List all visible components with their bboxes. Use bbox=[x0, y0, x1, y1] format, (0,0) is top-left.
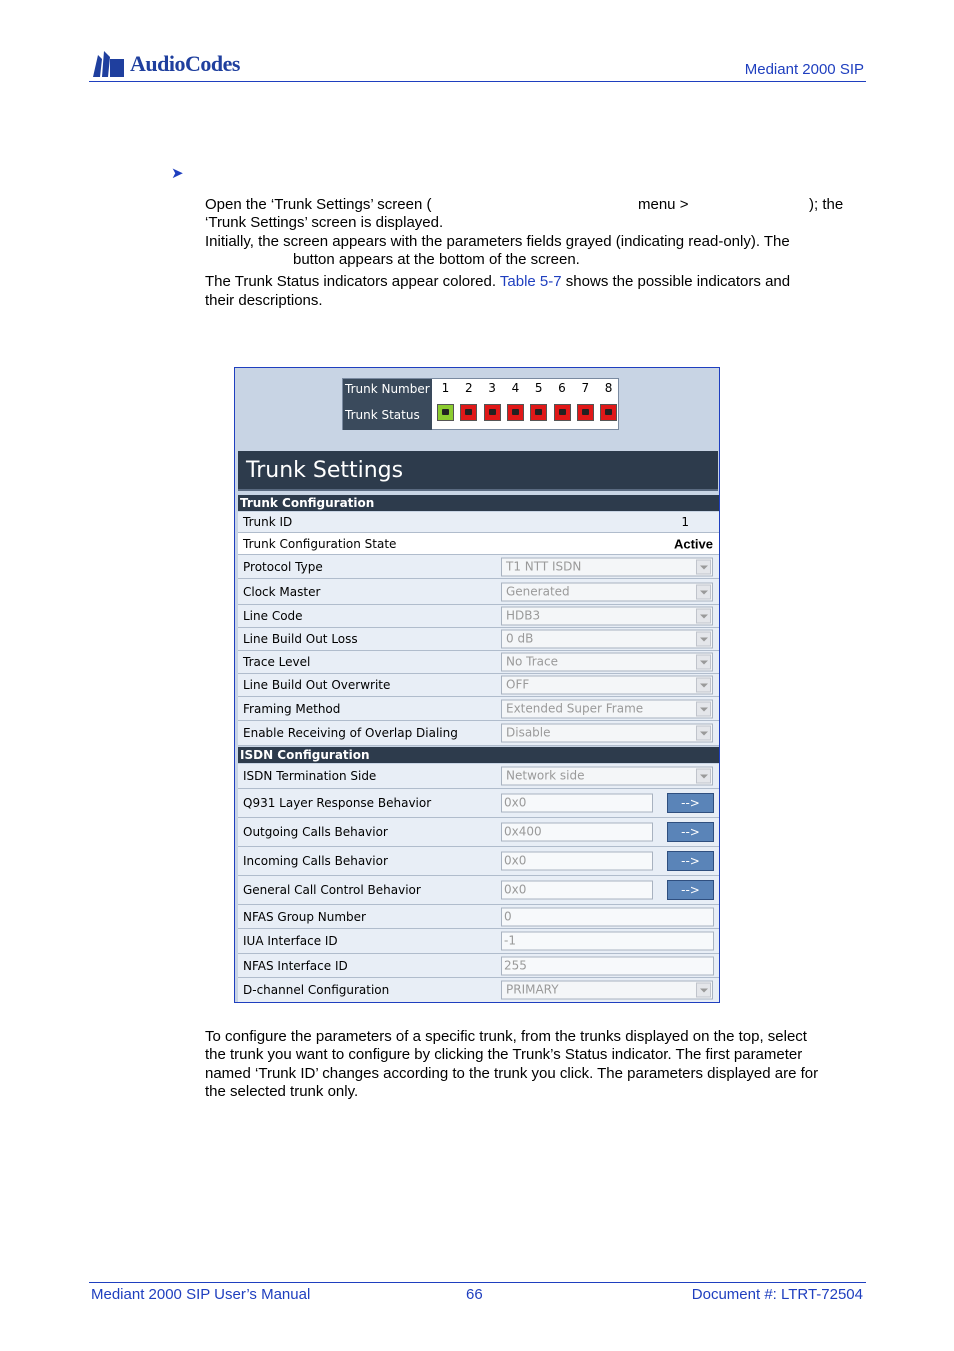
trace-level-select[interactable]: No Trace bbox=[501, 653, 713, 672]
row-nfas-group: NFAS Group Number 0 bbox=[238, 905, 719, 929]
chevron-down-icon bbox=[696, 983, 711, 998]
trunk-number-2: 2 bbox=[464, 381, 473, 395]
chevron-down-icon bbox=[696, 655, 711, 670]
row-isdn-termination-side: ISDN Termination Side Network side bbox=[238, 764, 719, 789]
isdn-termination-side-select[interactable]: Network side bbox=[501, 767, 713, 786]
trunk-status-indicator-2[interactable] bbox=[460, 404, 477, 421]
outgoing-calls-input[interactable]: 0x400 bbox=[501, 823, 653, 842]
bottom-line-4: the selected trunk only. bbox=[205, 1083, 359, 1100]
row-general-call-control: General Call Control Behavior 0x0 --> bbox=[238, 876, 719, 905]
step-line-1: Open the ‘Trunk Settings’ screen ( menu > ); the bbox=[205, 196, 844, 213]
status-line-2: their descriptions. bbox=[205, 292, 323, 309]
row-protocol-type: Protocol Type T1 NTT ISDN bbox=[238, 555, 719, 579]
logo-text: AudioCodes bbox=[130, 51, 240, 76]
bottom-line-1: To configure the parameters of a specific trunk, from the trunks displayed on the top, select bbox=[205, 1028, 807, 1045]
row-line-build-out-overwrite: Line Build Out Overwrite OFF bbox=[238, 674, 719, 697]
isdn-configuration-header: ISDN Configuration bbox=[238, 747, 719, 763]
chevron-down-icon bbox=[696, 584, 711, 599]
step-line-4: button appears at the bottom of the screen. bbox=[293, 251, 580, 268]
audiocodes-logo bbox=[90, 48, 240, 80]
trunk-number-8: 8 bbox=[604, 381, 613, 395]
general-call-control-edit-button[interactable]: --> bbox=[667, 880, 714, 900]
bottom-line-2: the trunk you want to configure by clicking the Trunk’s Status indicator. The first parameter bbox=[205, 1046, 803, 1063]
chevron-down-icon bbox=[696, 769, 711, 784]
logo-icon bbox=[90, 49, 126, 79]
trunk-status-indicator-1[interactable] bbox=[437, 404, 454, 421]
line-build-out-overwrite-select[interactable]: OFF bbox=[501, 676, 713, 695]
incoming-calls-edit-button[interactable]: --> bbox=[667, 851, 714, 871]
clock-master-select[interactable]: Generated bbox=[501, 582, 713, 601]
row-line-code: Line Code HDB3 bbox=[238, 605, 719, 628]
q931-behavior-edit-button[interactable]: --> bbox=[667, 793, 714, 813]
dchannel-select[interactable]: PRIMARY bbox=[501, 981, 713, 1000]
trunk-status-label: Trunk Status bbox=[343, 402, 432, 430]
trunk-status-indicator-7[interactable] bbox=[577, 404, 594, 421]
row-clock-master: Clock Master Generated bbox=[238, 579, 719, 605]
header-product: Mediant 2000 SIP bbox=[744, 61, 864, 78]
nfas-group-input[interactable]: 0 bbox=[501, 907, 714, 926]
trunk-configuration-header: Trunk Configuration bbox=[238, 495, 719, 511]
overlap-dialing-select[interactable]: Disable bbox=[501, 724, 713, 743]
q931-behavior-input[interactable]: 0x0 bbox=[501, 794, 653, 813]
row-framing-method: Framing Method Extended Super Frame bbox=[238, 697, 719, 721]
protocol-type-select[interactable]: T1 NTT ISDN bbox=[501, 557, 713, 576]
incoming-calls-input[interactable]: 0x0 bbox=[501, 852, 653, 871]
general-call-control-input[interactable]: 0x0 bbox=[501, 881, 653, 900]
iua-interface-input[interactable]: -1 bbox=[501, 932, 714, 951]
line-build-out-loss-select[interactable]: 0 dB bbox=[501, 630, 713, 649]
outgoing-calls-edit-button[interactable]: --> bbox=[667, 822, 714, 842]
trunk-status-indicator-5[interactable] bbox=[530, 404, 547, 421]
page-title: Trunk Settings bbox=[238, 451, 718, 491]
row-dchannel: D-channel Configuration PRIMARY bbox=[238, 978, 719, 1002]
trunk-number-6: 6 bbox=[558, 381, 566, 395]
chevron-down-icon bbox=[696, 701, 711, 716]
trunk-number-1: 1 bbox=[441, 381, 450, 395]
trunk-status-indicator-8[interactable] bbox=[600, 404, 617, 421]
row-overlap-dialing: Enable Receiving of Overlap Dialing Disable bbox=[238, 721, 719, 746]
header-rule bbox=[89, 81, 866, 82]
chevron-down-icon bbox=[696, 726, 711, 741]
trunk-status-indicator-3[interactable] bbox=[484, 404, 501, 421]
footer-page-number: 66 bbox=[466, 1286, 483, 1303]
footer-rule bbox=[89, 1282, 866, 1283]
row-trunk-id: Trunk ID 1 bbox=[238, 512, 719, 533]
trunk-status-table bbox=[342, 378, 619, 430]
row-trace-level: Trace Level No Trace bbox=[238, 651, 719, 674]
trunk-settings-screenshot bbox=[234, 367, 720, 1003]
chevron-down-icon bbox=[696, 678, 711, 693]
config-state-value: Active bbox=[673, 536, 713, 551]
nfas-interface-input[interactable]: 255 bbox=[501, 956, 714, 975]
framing-method-select[interactable]: Extended Super Frame bbox=[501, 699, 713, 718]
chevron-down-icon bbox=[696, 609, 711, 624]
chevron-down-icon bbox=[696, 559, 711, 574]
line-code-select[interactable]: HDB3 bbox=[501, 607, 713, 626]
trunk-number-3: 3 bbox=[488, 381, 496, 395]
step-line-2: ‘Trunk Settings’ screen is displayed. bbox=[205, 214, 444, 231]
bullet-arrow-icon: ➤ bbox=[171, 165, 184, 182]
row-outgoing-calls: Outgoing Calls Behavior 0x400 --> bbox=[238, 818, 719, 847]
row-q931-behavior: Q931 Layer Response Behavior 0x0 --> bbox=[238, 789, 719, 818]
row-incoming-calls: Incoming Calls Behavior 0x0 --> bbox=[238, 847, 719, 876]
trunk-number-label: Trunk Number bbox=[343, 379, 432, 402]
row-nfas-interface: NFAS Interface ID 255 bbox=[238, 954, 719, 978]
trunk-number-5: 5 bbox=[534, 381, 543, 395]
chevron-down-icon bbox=[696, 632, 711, 647]
step-line-3: Initially, the screen appears with the parameters fields grayed (indicating read-only). The bbox=[205, 233, 790, 250]
footer-manual-title: Mediant 2000 SIP User’s Manual bbox=[91, 1286, 311, 1303]
footer-document-number: Document #: LTRT-72504 bbox=[691, 1286, 863, 1303]
trunk-status-indicator-6[interactable] bbox=[554, 404, 571, 421]
trunk-id-value: 1 bbox=[681, 515, 689, 529]
table-5-7-link[interactable]: Table 5-7 bbox=[499, 273, 562, 290]
trunk-status-indicator-4[interactable] bbox=[507, 404, 524, 421]
row-config-state: Trunk Configuration State Active bbox=[238, 533, 719, 555]
trunk-number-7: 7 bbox=[581, 381, 590, 395]
row-iua-interface: IUA Interface ID -1 bbox=[238, 929, 719, 954]
status-line-1: The Trunk Status indicators appear colored. Table 5-7 shows the possible indicators and bbox=[205, 273, 791, 290]
trunk-number-4: 4 bbox=[511, 381, 520, 395]
row-line-build-out-loss: Line Build Out Loss 0 dB bbox=[238, 628, 719, 651]
bottom-line-3: named ‘Trunk ID’ changes according to the trunk you click. The parameters displayed are for bbox=[205, 1065, 819, 1082]
